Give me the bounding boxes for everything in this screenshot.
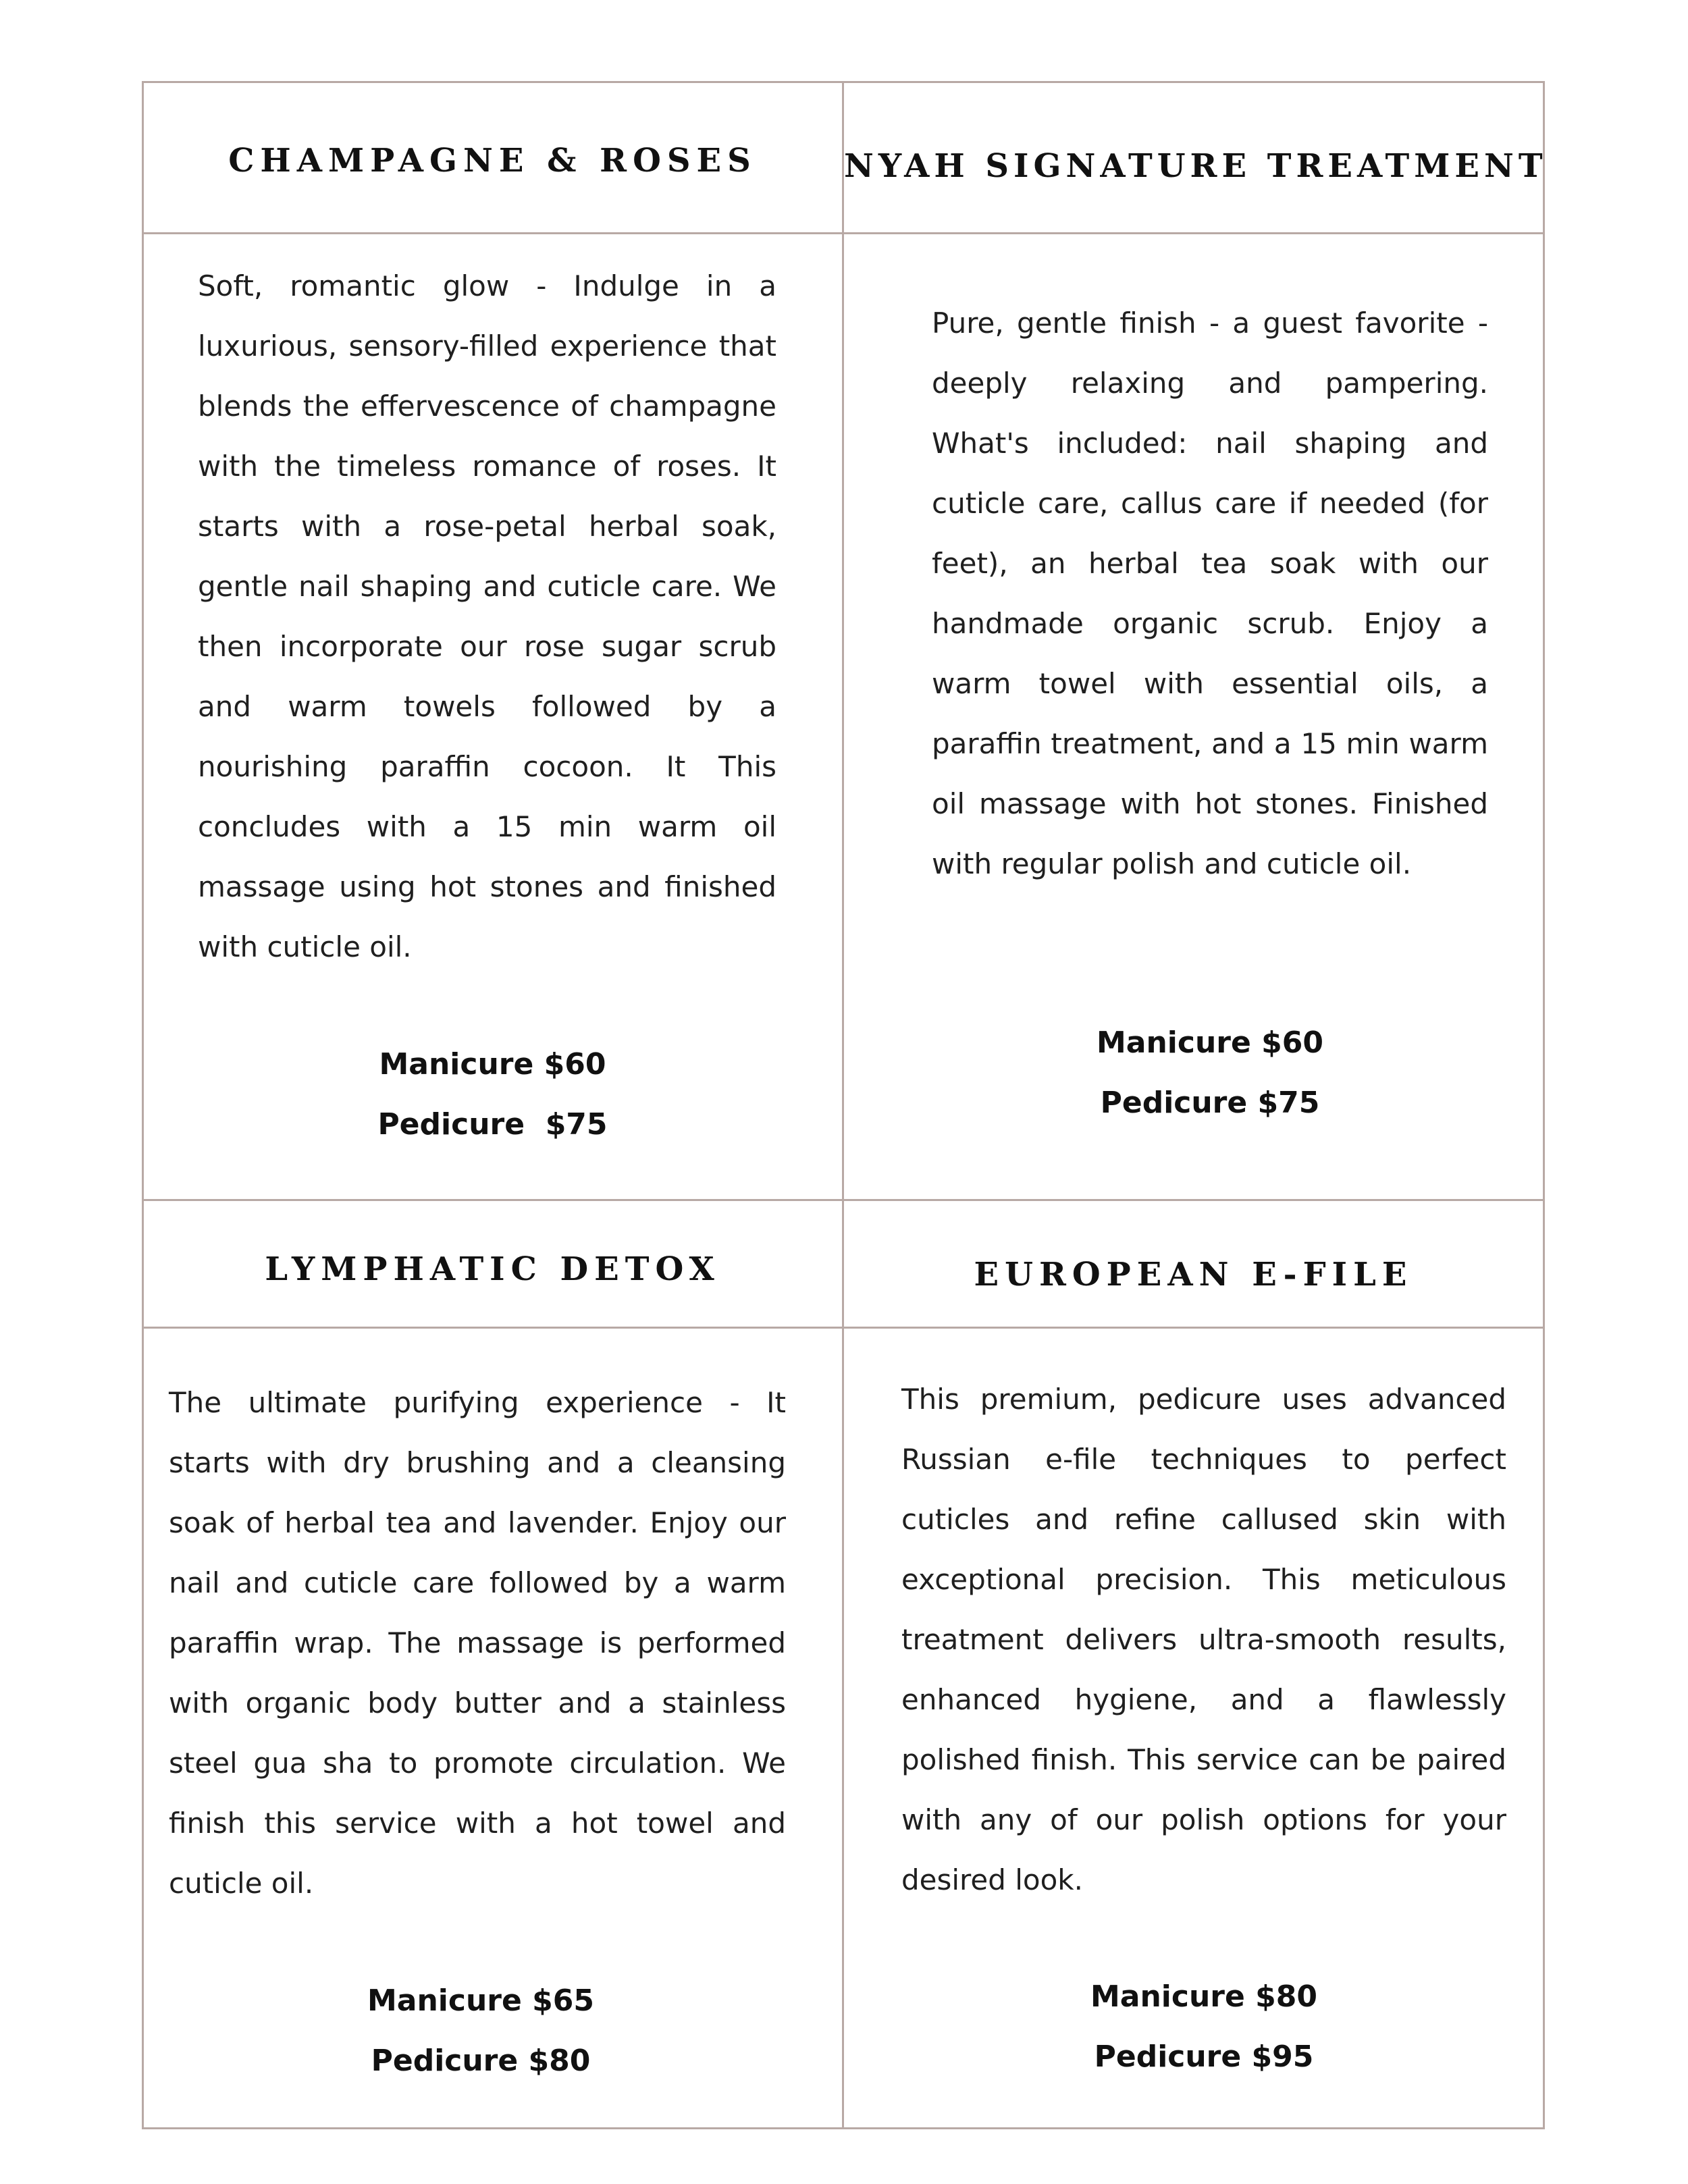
manicure-price-nyah-signature-treatment: Manicure $60 [1097,1026,1323,1060]
pedicure-price-champagne-roses: Pedicure $75 [377,1107,608,1142]
manicure-price-lymphatic-detox: Manicure $65 [367,1983,594,2018]
service-title-european-e-file: EUROPEAN E-FILE [974,1256,1413,1294]
service-title-nyah-signature-treatment: NYAH SIGNATURE TREATMENT [844,147,1548,185]
manicure-price-champagne-roses: Manicure $60 [379,1047,606,1082]
manicure-price-european-e-file: Manicure $80 [1090,1979,1317,2014]
pedicure-price-european-e-file: Pedicure $95 [1094,2040,1314,2074]
service-title-champagne-roses: CHAMPAGNE & ROSES [228,142,757,180]
pedicure-price-nyah-signature-treatment: Pedicure $75 [1100,1086,1320,1120]
pedicure-price-lymphatic-detox: Pedicure $80 [371,2044,591,2078]
service-description-lymphatic-detox: The ultimate purifying experience - It starts with dry brushing and a cleansing soak of herbal tea and lavender. Enjoy our nail and cuticle care followed by a warm paraffin wrap. The massage is performed with organic body butter and a stainless steel gua sha to promote circulation. We finish this service with a hot towel and cuticle oil. [169,1386,786,1900]
row-divider-3 [142,1327,1545,1329]
column-divider [842,81,844,2129]
row-divider-2 [142,1199,1545,1201]
row-divider-1 [142,232,1545,234]
service-description-champagne-roses: Soft, romantic glow - Indulge in a luxurious, sensory-filled experience that blends the effervescence of champagne with the timeless romance of roses. It starts with a rose-petal herbal soak, gentle nail shaping and cuticle care. We then incorporate our rose sugar scrub and warm towels followed by a nourishing paraffin cocoon. It This concludes with a 15 min warm oil massage using hot stones and finished with cuticle oil. [198,269,776,963]
service-description-european-e-file: This premium, pedicure uses advanced Russian e-file techniques to perfect cuticles and refine callused skin with exceptional precision. This meticulous treatment delivers ultra-smooth results, enhanced hygiene, and a flawlessly polished finish. This service can be paired with any of our polish options for your desired look. [901,1383,1506,1896]
service-description-nyah-signature-treatment: Pure, gentle finish - a guest favorite - deeply relaxing and pampering. What's included: nail shaping and cuticle care, callus care if needed (for feet), an herbal tea soak with our handmade organic scrub. Enjoy a warm towel with essential oils, a paraffin treatment, and a 15 min warm oil massage with hot stones. Finished with regular polish and cuticle oil. [932,307,1488,880]
service-title-lymphatic-detox: LYMPHATIC DETOX [265,1250,720,1288]
